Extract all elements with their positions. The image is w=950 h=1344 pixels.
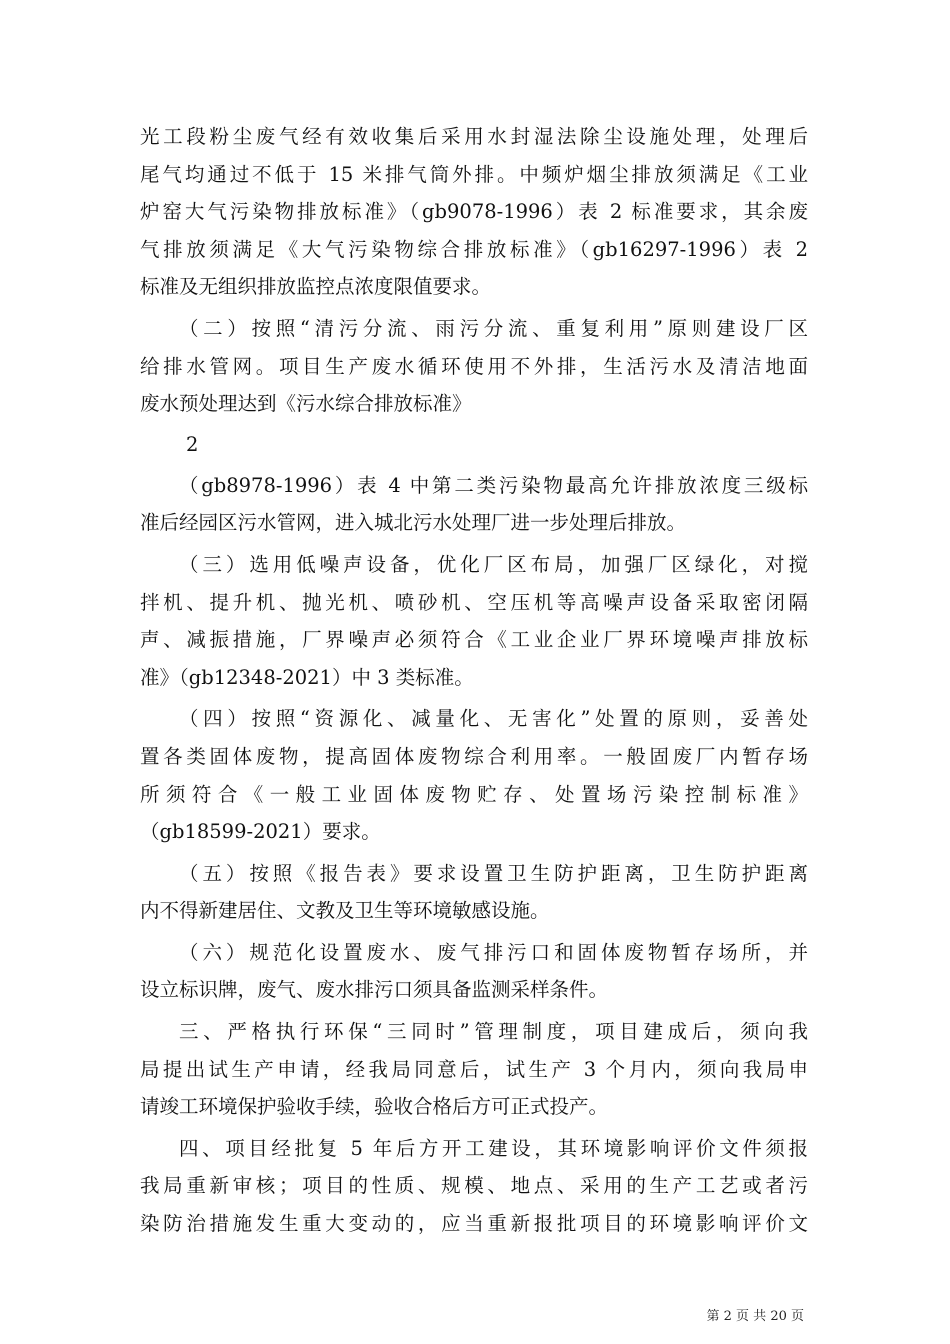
text-line: 所须符合《一般工业固体废物贮存、处置场污染控制标准》: [140, 782, 808, 806]
text-line: 我局重新审核；项目的性质、规模、地点、采用的生产工艺或者污: [140, 1174, 808, 1198]
page-footer: 第 2 页 共 20 页: [706, 1309, 804, 1324]
text-line: （gb18599-2021）要求。: [140, 820, 381, 844]
text-line: 声、减振措施，厂界噪声必须符合《工业企业厂界环境噪声排放标: [140, 628, 808, 652]
document-body: [140, 118, 808, 1243]
text-line: 准后经园区污水管网，进入城北污水处理厂进一步处理后排放。: [140, 511, 687, 535]
text-line: （五）按照《报告表》要求设置卫生防护距离，卫生防护距离: [179, 861, 808, 885]
text-line: 设立标识牌，废气、废水排污口须具备监测采样条件。: [140, 978, 609, 1002]
text-line: 四、项目经批复 5 年后方开工建设，其环境影响评价文件须报: [179, 1136, 808, 1160]
text-line: （三）选用低噪声设备，优化厂区布局，加强厂区绿化，对搅: [179, 552, 808, 576]
text-line: 染防治措施发生重大变动的，应当重新报批项目的环境影响评价文: [140, 1212, 808, 1236]
text-line: 局提出试生产申请，经我局同意后，试生产 3 个月内，须向我局申: [140, 1057, 808, 1081]
text-line: 尾气均通过不低于 15 米排气筒外排。中频炉烟尘排放须满足《工业: [140, 162, 808, 186]
text-line: 标准及无组织排放监控点浓度限值要求。: [140, 275, 492, 299]
text-line: 给排水管网。项目生产废水循环使用不外排，生活污水及清洁地面: [140, 354, 808, 378]
text-line: 气排放须满足《大气污染物综合排放标准》（gb16297-1996）表 2: [140, 237, 808, 261]
text-line: （gb8978-1996）表 4 中第二类污染物最高允许排放浓度三级标: [179, 473, 808, 497]
text-line: 炉窑大气污染物排放标准》（gb9078-1996）表 2 标准要求，其余废: [140, 200, 808, 224]
text-line: （四）按照“资源化、减量化、无害化”处置的原则，妥善处: [179, 707, 808, 731]
text-line: 三、严格执行环保“三同时”管理制度，项目建成后，须向我: [179, 1020, 808, 1044]
text-line: 废水预处理达到《污水综合排放标准》: [140, 392, 472, 416]
text-line: （六）规范化设置废水、废气排污口和固体废物暂存场所，并: [179, 940, 808, 964]
text-line: 拌机、提升机、抛光机、喷砂机、空压机等高噪声设备采取密闭隔: [140, 590, 808, 614]
text-line: 内不得新建居住、文教及卫生等环境敏感设施。: [140, 899, 550, 923]
text-line: 置各类固体废物，提高固体废物综合利用率。一般固废厂内暂存场: [140, 744, 808, 768]
text-line: 请竣工环境保护验收手续，验收合格后方可正式投产。: [140, 1095, 609, 1119]
text-line: （二）按照“清污分流、雨污分流、重复利用”原则建设厂区: [179, 316, 808, 340]
text-line: 准》（gb12348-2021）中 3 类标准。: [140, 665, 474, 689]
inline-page-number: 2: [186, 432, 199, 456]
text-line: 光工段粉尘废气经有效收集后采用水封湿法除尘设施处理，处理后: [140, 125, 808, 148]
